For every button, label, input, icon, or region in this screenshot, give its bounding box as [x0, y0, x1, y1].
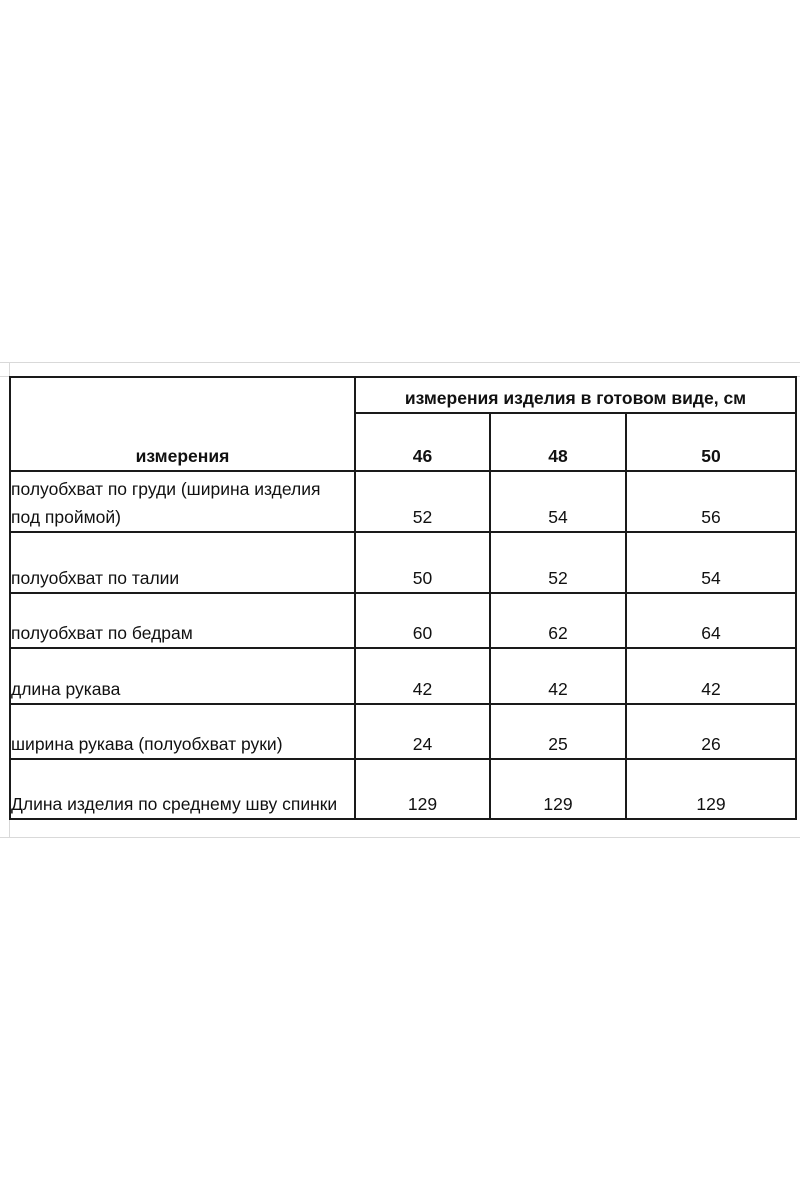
- value-cell: 54: [490, 471, 626, 532]
- value-cell: 26: [626, 704, 796, 759]
- header-corner-cell: [10, 377, 355, 413]
- value-cell: 52: [355, 471, 490, 532]
- measurement-label: полуобхват по бедрам: [10, 593, 355, 648]
- value-cell: 42: [626, 648, 796, 704]
- size-header-46: 46: [355, 413, 490, 471]
- size-header-48: 48: [490, 413, 626, 471]
- value-cell: 129: [355, 759, 490, 819]
- table-row: [10, 704, 796, 759]
- table-row: [10, 532, 796, 593]
- value-cell: 52: [490, 532, 626, 593]
- measurement-label: длина рукава: [10, 648, 355, 704]
- table-row: [10, 593, 796, 648]
- value-cell: 62: [490, 593, 626, 648]
- value-cell: 50: [355, 532, 490, 593]
- measurement-label: ширина рукава (полуобхват руки): [10, 704, 355, 759]
- size-chart-table: [9, 376, 797, 820]
- value-cell: 129: [626, 759, 796, 819]
- spreadsheet-area: [0, 362, 800, 838]
- value-cell: 42: [490, 648, 626, 704]
- value-cell: 25: [490, 704, 626, 759]
- gridline: [0, 362, 800, 363]
- table-row: [10, 471, 796, 532]
- value-cell: 64: [626, 593, 796, 648]
- gridline: [0, 837, 800, 838]
- value-cell: 42: [355, 648, 490, 704]
- size-header-50: 50: [626, 413, 796, 471]
- table-row: [10, 648, 796, 704]
- measurement-label: полуобхват по талии: [10, 532, 355, 593]
- header-row-sizes: [10, 413, 796, 471]
- value-cell: 24: [355, 704, 490, 759]
- value-cell: 56: [626, 471, 796, 532]
- group-header-cell: измерения изделия в готовом виде, см: [355, 377, 796, 413]
- measurement-label: Длина изделия по среднему шву спинки: [10, 759, 355, 819]
- value-cell: 54: [626, 532, 796, 593]
- header-row-group: [10, 377, 796, 413]
- row-header-cell: измерения: [10, 413, 355, 471]
- value-cell: 129: [490, 759, 626, 819]
- table-row: [10, 759, 796, 819]
- measurement-label: полуобхват по груди (ширина изделия под проймой): [10, 471, 355, 532]
- value-cell: 60: [355, 593, 490, 648]
